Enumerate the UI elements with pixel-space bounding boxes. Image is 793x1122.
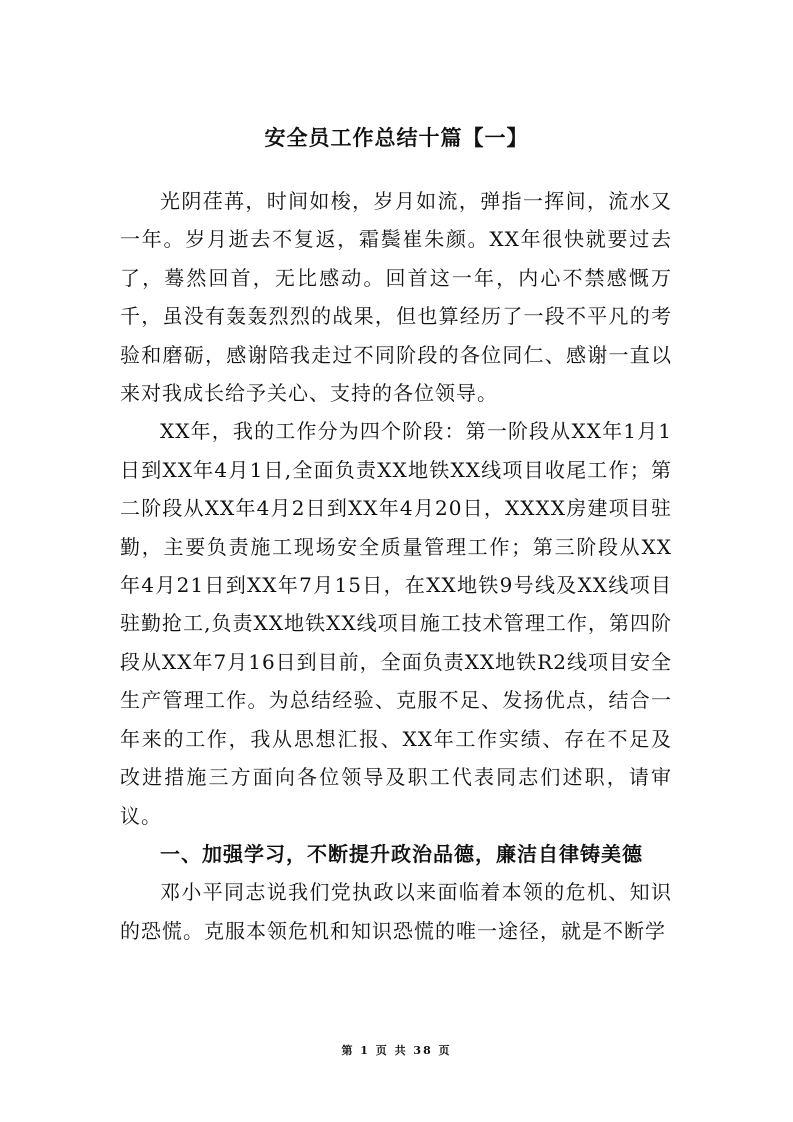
paragraph-intro: 光阴荏苒，时间如梭，岁月如流，弹指一挥间，流水又一年。岁月逝去不复返，霜鬓崔朱颜。XX年很快就要过去了，蓦然回首，无比感动。回首这一年，内心不禁感慨万千，虽没有轰轰烈烈的战果，但也算经历了一段不平凡的考验和磨砺，感谢陪我走过不同阶段的各位同仁、感谢一直以来对我成长给予关心、支持的各位领导。 [120, 189, 672, 406]
page-number-footer: 第 1 页 共 38 页 [341, 1044, 452, 1057]
section-heading: 一、加强学习，不断提升政治品德，廉洁自律铸美德 [160, 841, 643, 866]
paragraph-stages: XX年，我的工作分为四个阶段：第一阶段从XX年1月1日到XX年4月1日,全面负责XX地铁XX线项目收尾工作；第二阶段从XX年4月2日到XX年4月20日，XXXX房建项目驻勤，主要负责施工现场安全质量管理工作；第三阶段从XX年4月21日到XX年7月15日，在XX地铁9号线及XX线项目驻勤抢工,负责XX地铁XX线项目施工技术管理工作，第四阶段从XX年7月16日到目前，全面负责XX地铁R2线项目安全生产管理工作。为总结经验、克服不足、发扬优点，结合一年来的工作，我从思想汇报、XX年工作实绩、存在不足及改进措施三方面向各位领导及职工代表同志们述职，请审议。 [120, 419, 672, 828]
section-paragraph: 邓小平同志说我们党执政以来面临着本领的危机、知识的恐慌。克服本领危机和知识恐慌的唯一途径，就是不断学 [120, 880, 672, 943]
document-body [120, 182, 672, 950]
document-title: 安全员工作总结十篇【一】 [264, 125, 529, 150]
